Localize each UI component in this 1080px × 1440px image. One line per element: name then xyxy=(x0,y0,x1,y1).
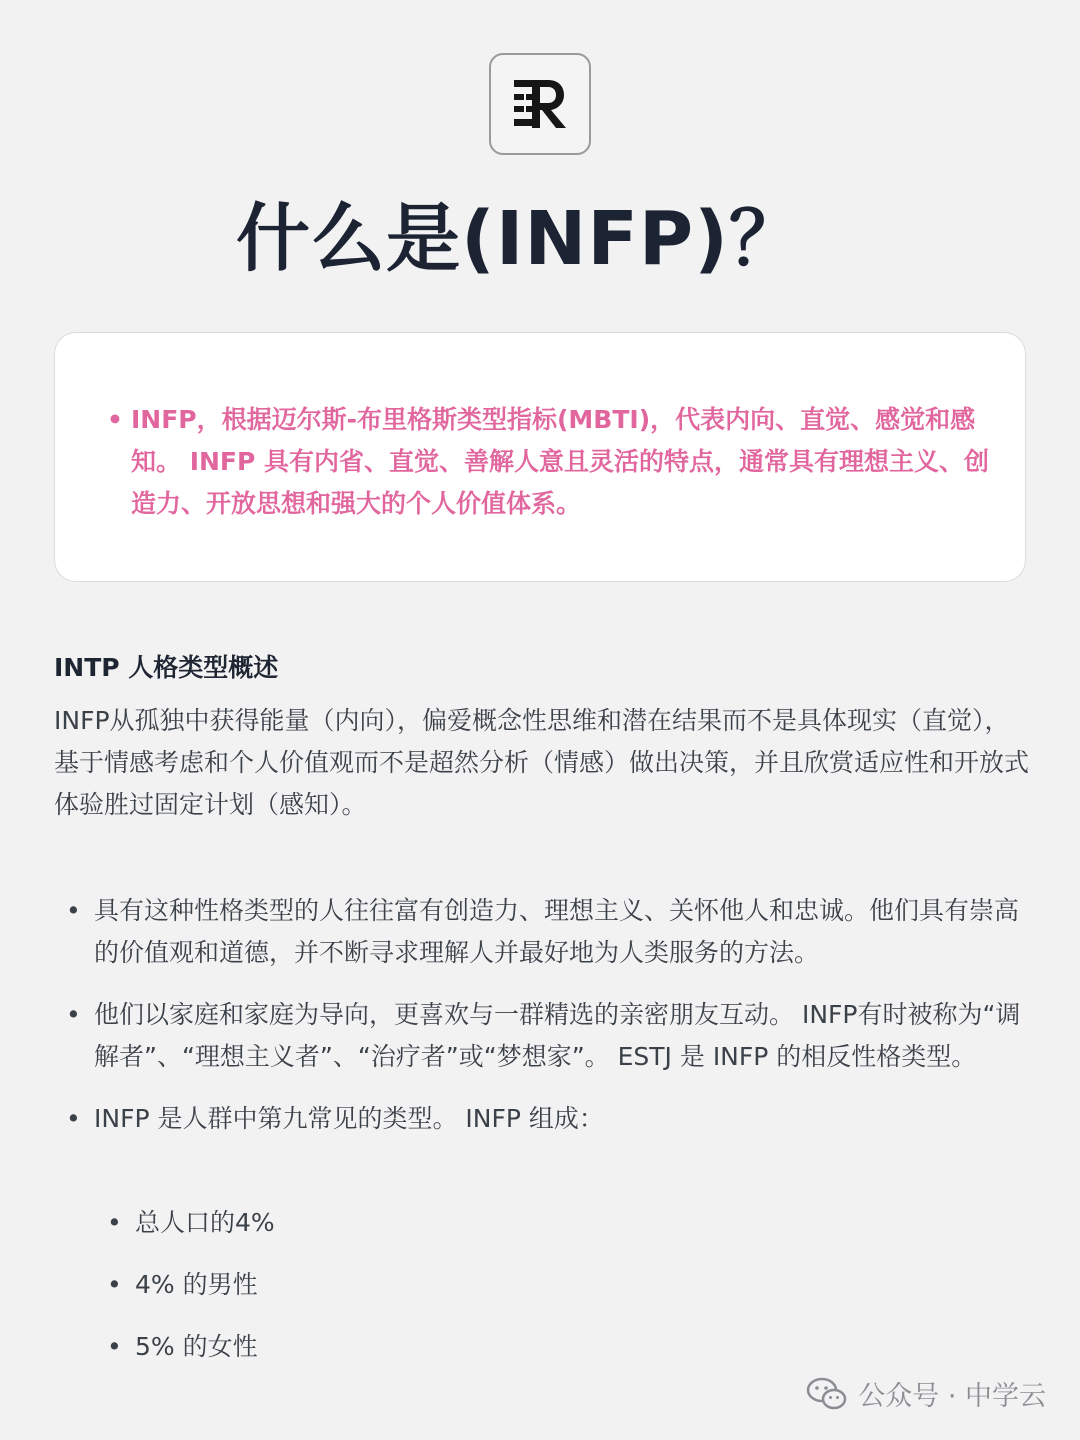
sub-bullet-list xyxy=(107,1202,507,1388)
watermark-text: 公众号 · 中学云 xyxy=(858,1381,1046,1412)
sub-list-item: • 4% 的男性 xyxy=(107,1264,507,1326)
er-logo-icon xyxy=(508,72,572,136)
wechat-icon xyxy=(806,1376,848,1412)
section-intro: INFP从孤独中获得能量（内向），偏爱概念性思维和潜在结果而不是具体现实（直觉），基于情感考虑和个人价值观而不是超然分析（情感）做出决策，并且欣赏适应性和开放式体验胜过固定计划（感知）。 xyxy=(54,706,1030,819)
callout-text: • INFP，根据迈尔斯-布里格斯类型指标(MBTI)，代表内向、直觉、感觉和感知。 INFP 具有内省、直觉、善解人意且灵活的特点，通常具有理想主义、创造力、开放思想和强大的个人价值体系。 xyxy=(107,399,991,525)
watermark xyxy=(806,1374,1046,1413)
definition-callout xyxy=(54,332,1026,582)
section-title: INTP 人格类型概述 xyxy=(54,653,279,682)
sub-list-item: • 5% 的女性 xyxy=(107,1326,507,1388)
list-item: • 他们以家庭和家庭为导向，更喜欢与一群精选的亲密朋友互动。 INFP有时被称为“调解者”、“理想主义者”、“治疗者”或“梦想家”。 ESTJ 是 INFP 的相反性格类型。 xyxy=(66,994,1028,1078)
logo xyxy=(489,53,591,155)
list-item: • 具有这种性格类型的人往往富有创造力、理想主义、关怀他人和忠诚。他们具有崇高的价值观和道德，并不断寻求理解人并最好地为人类服务的方法。 xyxy=(66,890,1028,974)
page-title: 什么是(INFP)？ xyxy=(236,196,804,282)
bullet-list xyxy=(66,890,1028,1160)
list-item: • INFP 是人群中第九常见的类型。 INFP 组成： xyxy=(66,1098,1028,1140)
sub-list-item: • 总人口的4% xyxy=(107,1202,507,1264)
